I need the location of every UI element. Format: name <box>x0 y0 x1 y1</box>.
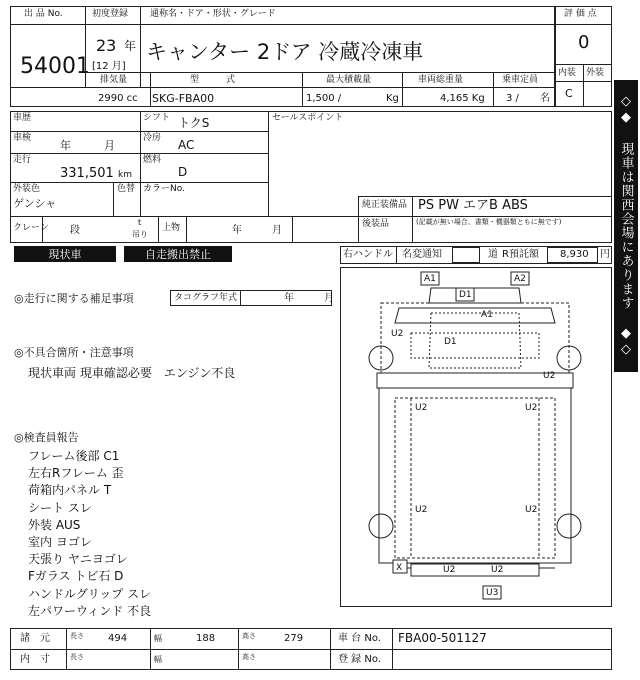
mark-u2-right-body: U2 <box>525 403 538 413</box>
equipment-value: PS PW エアB ABS <box>418 198 528 213</box>
driving-notes-label: ◎走行に関する補足事項 <box>14 292 134 305</box>
fuel-value: D <box>178 165 188 179</box>
month-value: [12 月] <box>92 61 126 72</box>
inner-length-label: 長さ <box>70 653 84 661</box>
year-unit: 年 <box>124 39 137 53</box>
max-load-value: 1,500 / <box>306 93 342 104</box>
model-value: SKG-FBA00 <box>152 92 215 105</box>
displacement-label: 排気量 <box>100 75 128 85</box>
mark-d1-top: D1 <box>459 290 472 300</box>
tax-label: 道 <box>488 249 498 260</box>
tacho-value: 年 月 <box>284 293 334 304</box>
mark-u2-right-rear: U2 <box>525 505 538 515</box>
aftermarket-label: 後装品 <box>362 219 390 229</box>
mark-u2-left-cab: U2 <box>391 329 404 339</box>
history-label: 車歴 <box>13 113 32 123</box>
max-load-label: 最大積載量 <box>326 75 372 85</box>
exterior-label: 外装 <box>586 68 605 78</box>
side-banner: ◇◆ 現車は関西会場にあります ◆◇ <box>614 80 638 372</box>
inspector-label: ◎検査員報告 <box>14 431 79 444</box>
width-label: 幅 <box>154 634 162 643</box>
lot-label: 出 品 No. <box>24 9 63 19</box>
equipment-label: 純正装備品 <box>362 200 408 210</box>
inspection-label: 車検 <box>13 133 32 143</box>
height-value: 279 <box>284 633 304 644</box>
ext-color-value: ゲンシャ <box>13 197 57 210</box>
mark-u2-left-rear: U2 <box>415 505 428 515</box>
tacho-label: タコグラフ年式 <box>174 293 238 303</box>
chassis-value: FBA00-501127 <box>398 631 487 645</box>
first-reg-label: 初度登録 <box>92 9 129 19</box>
inspector-item: 天張り ヤニヨゴレ <box>28 552 128 567</box>
mark-u3-bottom: U3 <box>486 588 499 598</box>
mark-d1-inner: D1 <box>444 337 457 347</box>
handle-value: 右ハンドル <box>343 249 393 260</box>
capacity-value: 3 / <box>506 93 519 104</box>
defects-text: 現状車両 現車確認必要 エンジン不良 <box>28 366 236 380</box>
title-change-label: 名変通知 <box>402 249 442 260</box>
mark-a1-top: A1 <box>424 274 436 284</box>
sales-point-label: セールスポイント <box>272 113 344 123</box>
length-label: 長さ <box>70 632 84 640</box>
year-value: 23 <box>96 36 117 55</box>
mark-u2-bottom-left: U2 <box>443 565 456 575</box>
car-diagram <box>340 267 612 607</box>
max-load-unit: Kg <box>386 93 399 104</box>
mileage-value: 331,501 <box>60 166 114 181</box>
shift-value: トクS <box>178 116 210 130</box>
aftermarket-note: (記載が無い場合、書類・機器類ともに無です) <box>416 218 562 226</box>
defects-label: ◎不具合箇所・注意事項 <box>14 346 134 359</box>
lift-date: 年 月 <box>232 225 282 236</box>
inspector-list <box>28 448 151 620</box>
ext-color-label: 外装色 <box>13 184 41 194</box>
color-change-label: 色替 <box>117 184 136 194</box>
r-tax-label: R預託額 <box>502 249 539 260</box>
mark-u2-right-cab: U2 <box>543 371 556 381</box>
mileage-label: 走行 <box>13 155 32 165</box>
aircon-label: 冷房 <box>143 133 162 143</box>
r-tax-unit: 円 <box>600 249 610 260</box>
color-no-label: カラーNo. <box>143 184 185 194</box>
eval-score: 0 <box>578 32 590 53</box>
height-label: 高さ <box>242 632 256 640</box>
lift-label: 上物 <box>162 223 181 233</box>
interior-grade: C <box>565 87 573 100</box>
dims-label: 諸 元 <box>20 633 50 644</box>
lot-number: 54001 <box>20 54 90 79</box>
inspector-item: ハンドルグリップ スレ <box>28 586 152 601</box>
crane-stage-unit: 段 <box>70 225 80 236</box>
chassis-label: 車 台 No. <box>338 633 381 644</box>
inspector-item: 外装 AUS <box>28 517 81 532</box>
no-self-drive-badge: 自走搬出禁止 <box>124 246 232 262</box>
inner-dims-label: 内 寸 <box>20 654 50 665</box>
r-tax-value: 8,930 <box>560 249 589 260</box>
mark-x-rear: X <box>396 563 403 573</box>
fuel-label: 燃料 <box>143 155 162 165</box>
current-car-badge: 現状車 <box>14 246 116 262</box>
model-label: 型 式 <box>190 75 236 85</box>
inspection-value: 年 月 <box>60 139 115 152</box>
reg-label: 登 録 No. <box>338 654 381 665</box>
car-diagram-svg <box>341 268 611 606</box>
eval-label: 評 価 点 <box>564 9 597 19</box>
crane-label: クレーン <box>13 223 49 233</box>
length-value: 494 <box>108 633 128 644</box>
inner-height-label: 高さ <box>242 653 256 661</box>
name-label: 通称名・ドア・形状・グレード <box>150 9 276 19</box>
mark-a1-inner: A1 <box>481 310 493 320</box>
displacement-value: 2990 cc <box>98 93 138 104</box>
inspector-item: シート スレ <box>28 500 92 515</box>
inspector-item: Fガラス トビ石 D <box>28 569 124 584</box>
inspector-item: 左右Rフレーム 歪 <box>28 466 124 481</box>
mark-a2-top: A2 <box>514 274 526 284</box>
inner-width-label: 幅 <box>154 655 162 664</box>
capacity-unit: 名 <box>540 93 550 104</box>
width-value: 188 <box>196 633 216 644</box>
capacity-label: 乗車定員 <box>502 75 539 85</box>
crane-t: t <box>138 218 142 227</box>
shift-label: シフト <box>143 113 171 123</box>
gross-weight-value: 4,165 Kg <box>440 93 485 104</box>
inspector-item: 荷箱内パネル T <box>28 483 112 498</box>
inspector-item: フレーム後部 C1 <box>28 449 120 463</box>
mark-u2-bottom-right: U2 <box>491 565 504 575</box>
crane-hook: 吊り <box>132 230 148 239</box>
mileage-unit: km <box>118 170 132 180</box>
inspector-item: 左パワーウィンド 不良 <box>28 603 152 618</box>
interior-label: 内装 <box>558 68 577 78</box>
aircon-value: AC <box>178 138 195 152</box>
car-name: キャンター 2ドア 冷蔵冷凍車 <box>146 40 424 64</box>
title-change-box <box>452 247 480 263</box>
inspector-item: 室内 ヨゴレ <box>28 535 92 550</box>
mark-u2-left-body: U2 <box>415 403 428 413</box>
gross-weight-label: 車両総重量 <box>418 75 464 85</box>
